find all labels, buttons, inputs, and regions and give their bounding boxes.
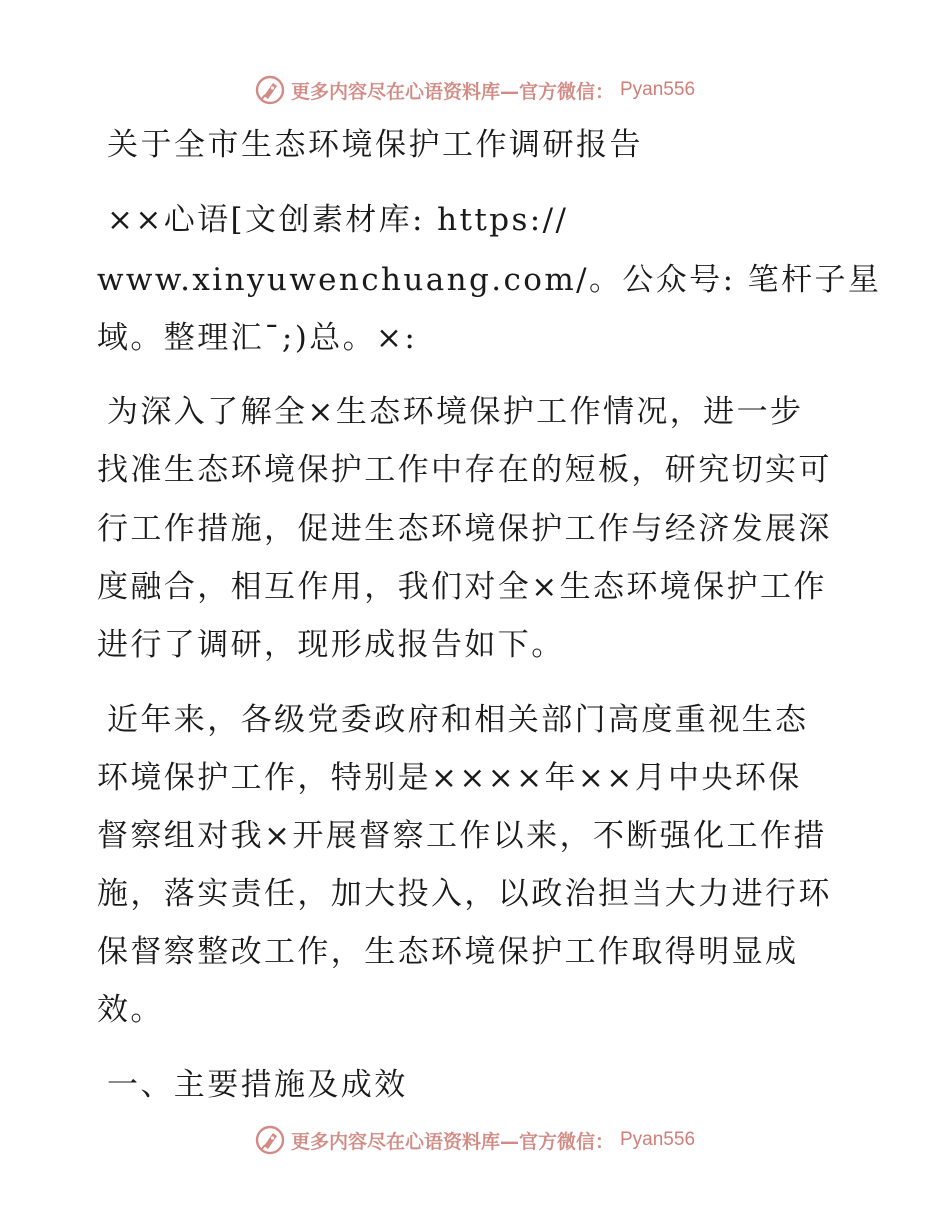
paragraph-line: 施，落实责任，加大投入，以政治担当大力进行环 [97, 876, 832, 912]
paragraph-line: 进行了调研，现形成报告如下。 [97, 627, 565, 663]
byline-line: www.xinyuwenchuang.com/。公众号: 笔杆子星 [97, 262, 882, 298]
paragraph-line: 近年来，各级党委政府和相关部门高度重视生态 [107, 702, 809, 738]
byline-line: ××心语[文创素材库: https:// [107, 202, 569, 238]
watermark-brand: Pyan556 [620, 1129, 696, 1150]
paragraph-line: 督察组对我×开展督察工作以来，不断强化工作措 [97, 818, 827, 854]
section-heading: 一、主要措施及成效 [107, 1067, 408, 1103]
document-title: 关于全市生态环境保护工作调研报告 [107, 127, 643, 163]
watermark-footer [0, 1120, 950, 1160]
paragraph-line: 保督察整改工作，生态环境保护工作取得明显成 [97, 934, 799, 970]
watermark-header [0, 70, 950, 110]
byline-line: 域。整理汇¯;)总。×: [97, 320, 418, 356]
watermark-text: 更多内容尽在心语资料库—官方微信： [290, 80, 614, 103]
paragraph-line: 行工作措施，促进生态环境保护工作与经济发展深 [97, 511, 832, 547]
watermark-text: 更多内容尽在心语资料库—官方微信： [290, 1130, 614, 1153]
pen-nib-icon [255, 75, 285, 105]
watermark-brand: Pyan556 [620, 79, 696, 100]
paragraph-line: 效。 [97, 992, 164, 1028]
pen-nib-icon [255, 1125, 285, 1155]
paragraph-line: 环境保护工作，特别是××××年××月中央环保 [97, 760, 802, 796]
paragraph-line: 找准生态环境保护工作中存在的短板，研究切实可 [97, 452, 832, 488]
paragraph-line: 度融合，相互作用，我们对全×生态环境保护工作 [97, 569, 827, 605]
paragraph-line: 为深入了解全×生态环境保护工作情况，进一步 [107, 394, 804, 430]
